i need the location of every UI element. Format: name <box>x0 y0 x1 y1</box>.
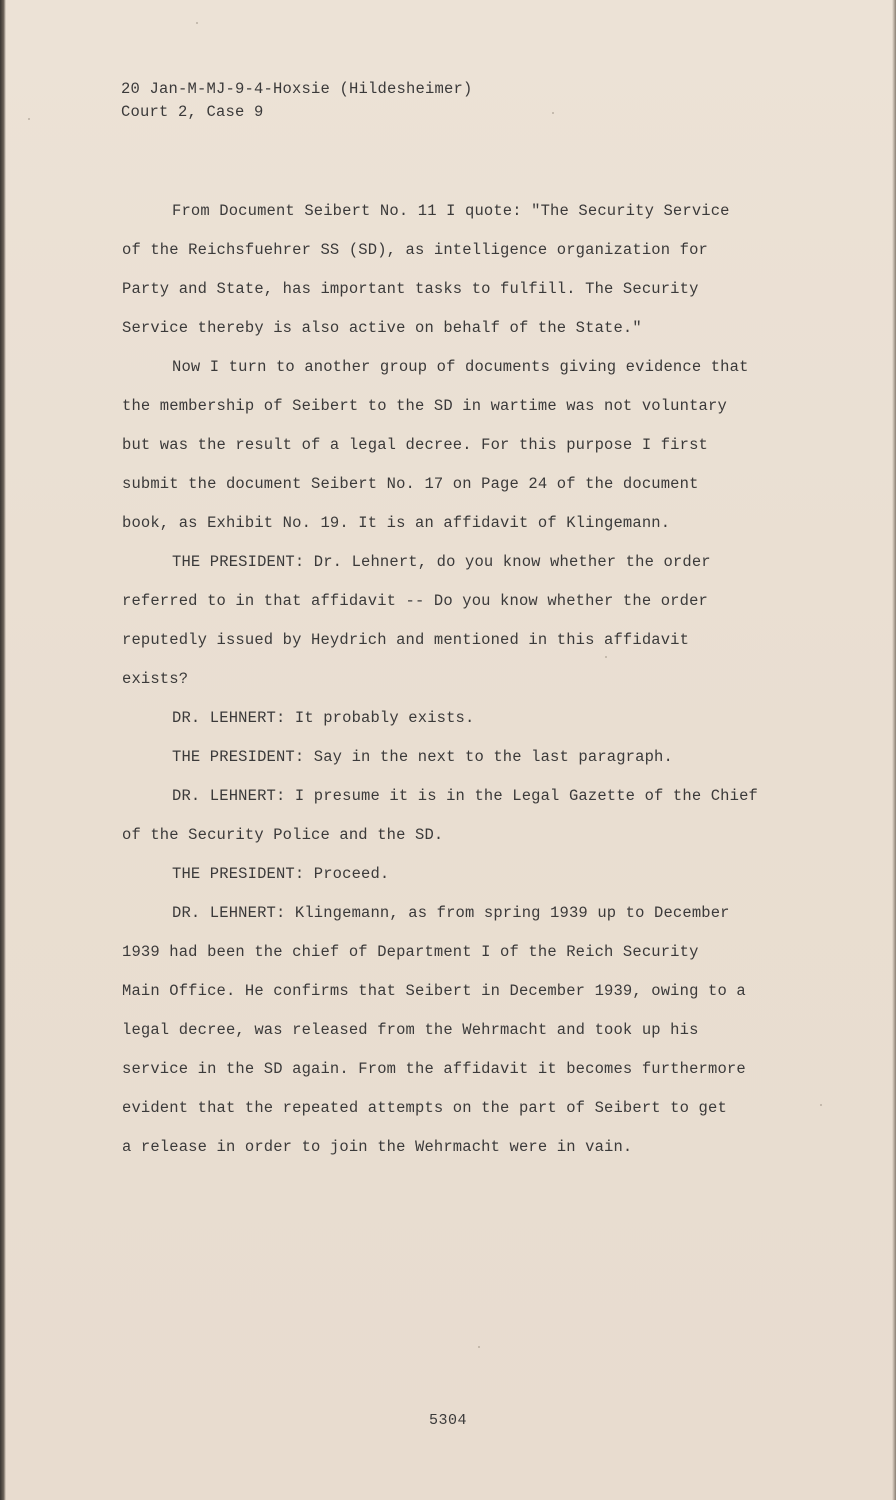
paper-speck <box>552 112 554 114</box>
transcript-line: book, as Exhibit No. 19. It is an affidavit of Klingemann. <box>122 514 671 532</box>
paper-speck <box>820 1104 822 1106</box>
transcript-line: Now I turn to another group of documents giving evidence that <box>172 358 749 376</box>
transcript-line: exists? <box>122 670 189 688</box>
document-header <box>121 78 473 124</box>
transcript-line: evident that the repeated attempts on the part of Seibert to get <box>122 1099 727 1117</box>
transcript-line: From Document Seibert No. 11 I quote: "The Security Service <box>172 202 730 220</box>
transcript-line: DR. LEHNERT: It probably exists. <box>172 709 475 727</box>
transcript-line: 1939 had been the chief of Department I of the Reich Security <box>122 943 699 961</box>
page-left-edge <box>0 0 6 1500</box>
transcript-line: of the Security Police and the SD. <box>122 826 444 844</box>
transcript-line: Party and State, has important tasks to fulfill. The Security <box>122 280 699 298</box>
transcript-line: submit the document Seibert No. 17 on Page 24 of the document <box>122 475 699 493</box>
paper-speck <box>478 1346 480 1348</box>
transcript-line: legal decree, was released from the Wehrmacht and took up his <box>122 1021 699 1039</box>
header-reference-line: 20 Jan-M-MJ-9-4-Hoxsie (Hildesheimer) <box>121 80 473 98</box>
paper-speck <box>196 22 198 24</box>
transcript-line: the membership of Seibert to the SD in wartime was not voluntary <box>122 397 727 415</box>
transcript-line: THE PRESIDENT: Say in the next to the last paragraph. <box>172 748 673 766</box>
page-number: 5304 <box>428 1412 467 1429</box>
paper-speck <box>28 118 30 120</box>
transcript-line: of the Reichsfuehrer SS (SD), as intelligence organization for <box>122 241 708 259</box>
page-right-edge <box>892 0 896 1500</box>
transcript-line: but was the result of a legal decree. For this purpose I first <box>122 436 708 454</box>
transcript-line: Main Office. He confirms that Seibert in December 1939, owing to a <box>122 982 746 1000</box>
transcript-line: THE PRESIDENT: Dr. Lehnert, do you know whether the order <box>172 553 711 571</box>
transcript-line: Service thereby is also active on behalf of the State." <box>122 319 642 337</box>
transcript-line: a release in order to join the Wehrmacht were in vain. <box>122 1138 633 1156</box>
transcript-line: DR. LEHNERT: Klingemann, as from spring 1939 up to December <box>172 904 730 922</box>
transcript-line: reputedly issued by Heydrich and mentioned in this affidavit <box>122 631 690 649</box>
transcript-line: DR. LEHNERT: I presume it is in the Legal Gazette of the Chief <box>172 787 758 805</box>
transcript-body <box>122 192 782 1167</box>
transcript-line: service in the SD again. From the affidavit it becomes furthermore <box>122 1060 746 1078</box>
header-court-line: Court 2, Case 9 <box>121 103 264 121</box>
transcript-line: referred to in that affidavit -- Do you know whether the order <box>122 592 708 610</box>
transcript-line: THE PRESIDENT: Proceed. <box>172 865 390 883</box>
